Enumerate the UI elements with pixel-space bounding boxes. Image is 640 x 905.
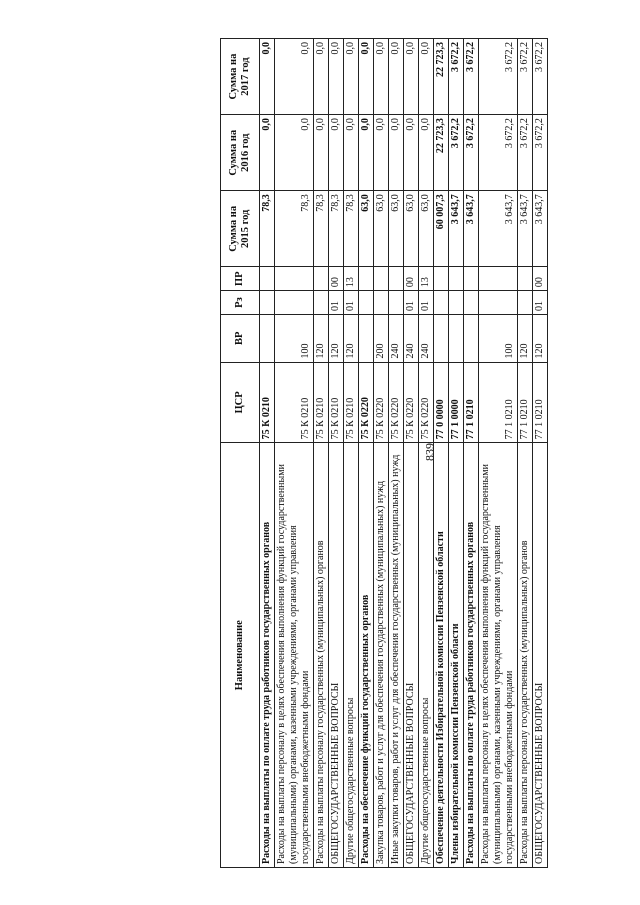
cell-rz <box>359 291 374 315</box>
cell-vr: 100 <box>275 314 314 362</box>
cell-pr <box>389 267 404 291</box>
cell-csr: 75 К 0220 <box>389 362 404 443</box>
cell-rz <box>518 291 533 315</box>
cell-sum-2016: 0,0 <box>404 115 419 191</box>
table-row <box>314 39 329 868</box>
cell-name: ОБЩЕГОСУДАРСТВЕННЫЕ ВОПРОСЫ <box>404 443 419 868</box>
cell-sum-2016: 0,0 <box>359 115 374 191</box>
cell-sum-2017: 22 723,3 <box>434 39 449 115</box>
cell-sum-2016: 3 672,2 <box>518 115 533 191</box>
cell-name: Расходы на выплаты персоналу в целях обеспечения выполнения функций государственными (муниципальными) органами, казенными учреждениями, органами управления государственными внебюджетными фондами <box>275 443 314 868</box>
table-row <box>344 39 359 868</box>
header-sum-2016: Сумма на 2016 год <box>221 115 260 191</box>
cell-csr: 75 К 0210 <box>344 362 359 443</box>
table-row <box>404 39 419 868</box>
cell-sum-2017: 3 672,2 <box>533 39 548 115</box>
cell-sum-2015: 78,3 <box>314 191 329 267</box>
table-row <box>389 39 404 868</box>
cell-vr: 120 <box>533 314 548 362</box>
cell-rz: 01 <box>533 291 548 315</box>
cell-name: Обеспечение деятельности Избирательной комиссии Пензенской области <box>434 443 449 868</box>
cell-sum-2016: 0,0 <box>260 115 275 191</box>
rotated-table-container <box>220 38 548 868</box>
cell-pr: 13 <box>344 267 359 291</box>
cell-name: Другие общегосударственные вопросы <box>344 443 359 868</box>
table-row <box>479 39 518 868</box>
cell-sum-2015: 78,3 <box>344 191 359 267</box>
cell-rz: 01 <box>404 291 419 315</box>
cell-sum-2017: 3 672,2 <box>479 39 518 115</box>
cell-pr: 00 <box>329 267 344 291</box>
cell-pr <box>314 267 329 291</box>
cell-vr: 240 <box>389 314 404 362</box>
cell-sum-2015: 78,3 <box>275 191 314 267</box>
cell-sum-2015: 3 643,7 <box>533 191 548 267</box>
cell-sum-2015: 3 643,7 <box>449 191 464 267</box>
table-body <box>260 39 548 868</box>
cell-sum-2015: 63,0 <box>404 191 419 267</box>
cell-vr: 120 <box>329 314 344 362</box>
cell-vr: 120 <box>344 314 359 362</box>
cell-csr: 75 К 0220 <box>404 362 419 443</box>
table-row <box>275 39 314 868</box>
cell-vr: 120 <box>314 314 329 362</box>
cell-sum-2016: 3 672,2 <box>449 115 464 191</box>
cell-rz <box>260 291 275 315</box>
page-number: 839 <box>422 443 437 461</box>
cell-csr: 75 К 0210 <box>329 362 344 443</box>
cell-sum-2015: 3 643,7 <box>464 191 479 267</box>
cell-csr: 77 0 0000 <box>434 362 449 443</box>
cell-sum-2016: 0,0 <box>329 115 344 191</box>
cell-sum-2016: 3 672,2 <box>479 115 518 191</box>
table-row <box>533 39 548 868</box>
cell-name: Расходы на выплаты персоналу государственных (муниципальных) органов <box>518 443 533 868</box>
cell-sum-2017: 0,0 <box>404 39 419 115</box>
header-sum-2015: Сумма на 2015 год <box>221 191 260 267</box>
cell-vr <box>449 314 464 362</box>
cell-sum-2015: 3 643,7 <box>479 191 518 267</box>
cell-csr: 75 К 0220 <box>419 362 434 443</box>
cell-rz: 01 <box>344 291 359 315</box>
cell-vr <box>359 314 374 362</box>
cell-sum-2015: 63,0 <box>419 191 434 267</box>
cell-name: Расходы на выплаты персоналу государственных (муниципальных) органов <box>314 443 329 868</box>
header-name: Наименование <box>221 443 260 868</box>
cell-csr: 75 К 0220 <box>374 362 389 443</box>
cell-vr: 120 <box>518 314 533 362</box>
cell-sum-2017: 0,0 <box>329 39 344 115</box>
cell-vr: 200 <box>374 314 389 362</box>
cell-sum-2017: 0,0 <box>374 39 389 115</box>
cell-pr <box>359 267 374 291</box>
cell-name: Члены избирательной комиссии Пензенской области <box>449 443 464 868</box>
table-row <box>434 39 449 868</box>
header-pr: ПР <box>221 267 260 291</box>
cell-sum-2015: 78,3 <box>260 191 275 267</box>
cell-sum-2015: 63,0 <box>374 191 389 267</box>
cell-sum-2015: 63,0 <box>359 191 374 267</box>
cell-sum-2017: 0,0 <box>314 39 329 115</box>
cell-sum-2017: 0,0 <box>344 39 359 115</box>
cell-sum-2017: 3 672,2 <box>449 39 464 115</box>
cell-csr: 77 1 0210 <box>533 362 548 443</box>
cell-sum-2015: 3 643,7 <box>518 191 533 267</box>
cell-sum-2017: 0,0 <box>275 39 314 115</box>
cell-csr: 75 К 0210 <box>260 362 275 443</box>
cell-csr: 77 1 0210 <box>464 362 479 443</box>
cell-rz <box>464 291 479 315</box>
cell-name: Другие общегосударственные вопросы <box>419 443 434 868</box>
cell-name: Расходы на выплаты по оплате труда работников государственных органов <box>464 443 479 868</box>
cell-sum-2017: 3 672,2 <box>518 39 533 115</box>
cell-vr: 100 <box>479 314 518 362</box>
cell-sum-2016: 3 672,2 <box>533 115 548 191</box>
cell-csr: 77 1 0210 <box>479 362 518 443</box>
table-row <box>359 39 374 868</box>
header-csr: ЦСР <box>221 362 260 443</box>
table-header-row <box>221 39 260 868</box>
cell-vr <box>260 314 275 362</box>
table-row <box>374 39 389 868</box>
cell-pr <box>275 267 314 291</box>
budget-table <box>220 38 548 868</box>
cell-vr <box>434 314 449 362</box>
header-sum-2017: Сумма на 2017 год <box>221 39 260 115</box>
cell-pr: 00 <box>404 267 419 291</box>
cell-sum-2017: 3 672,2 <box>464 39 479 115</box>
cell-name: Расходы на выплаты персоналу в целях обеспечения выполнения функций государственными (муниципальными) органами, казенными учреждениями, органами управления государственными внебюджетными фондами <box>479 443 518 868</box>
cell-rz: 01 <box>329 291 344 315</box>
cell-pr: 00 <box>533 267 548 291</box>
cell-sum-2015: 60 007,3 <box>434 191 449 267</box>
header-rz: Рз <box>221 291 260 315</box>
cell-rz <box>275 291 314 315</box>
cell-name: ОБЩЕГОСУДАРСТВЕННЫЕ ВОПРОСЫ <box>533 443 548 868</box>
cell-pr <box>479 267 518 291</box>
cell-sum-2017: 0,0 <box>260 39 275 115</box>
cell-sum-2016: 0,0 <box>275 115 314 191</box>
table-row <box>419 39 434 868</box>
table-row <box>329 39 344 868</box>
table-row <box>518 39 533 868</box>
cell-sum-2016: 22 723,3 <box>434 115 449 191</box>
cell-vr: 240 <box>404 314 419 362</box>
cell-sum-2017: 0,0 <box>359 39 374 115</box>
cell-rz <box>389 291 404 315</box>
cell-sum-2016: 0,0 <box>419 115 434 191</box>
cell-sum-2017: 0,0 <box>419 39 434 115</box>
table-row <box>464 39 479 868</box>
cell-sum-2016: 0,0 <box>344 115 359 191</box>
cell-name: Закупка товаров, работ и услуг для обеспечения государственных (муниципальных) нужд <box>374 443 389 868</box>
cell-pr <box>434 267 449 291</box>
cell-pr <box>464 267 479 291</box>
cell-name: Расходы на обеспечение функций государственных органов <box>359 443 374 868</box>
cell-sum-2016: 0,0 <box>374 115 389 191</box>
cell-csr: 75 К 0210 <box>314 362 329 443</box>
cell-sum-2017: 0,0 <box>389 39 404 115</box>
cell-rz <box>449 291 464 315</box>
cell-csr: 77 1 0000 <box>449 362 464 443</box>
header-vr: ВР <box>221 314 260 362</box>
cell-rz: 01 <box>419 291 434 315</box>
cell-sum-2016: 0,0 <box>389 115 404 191</box>
cell-rz <box>479 291 518 315</box>
cell-sum-2015: 78,3 <box>329 191 344 267</box>
cell-rz <box>434 291 449 315</box>
cell-csr: 77 1 0210 <box>518 362 533 443</box>
cell-name: Расходы на выплаты по оплате труда работников государственных органов <box>260 443 275 868</box>
table-row <box>449 39 464 868</box>
cell-sum-2015: 63,0 <box>389 191 404 267</box>
cell-name: ОБЩЕГОСУДАРСТВЕННЫЕ ВОПРОСЫ <box>329 443 344 868</box>
cell-sum-2016: 0,0 <box>314 115 329 191</box>
cell-rz <box>314 291 329 315</box>
cell-pr <box>260 267 275 291</box>
cell-rz <box>374 291 389 315</box>
cell-pr: 13 <box>419 267 434 291</box>
cell-sum-2016: 3 672,2 <box>464 115 479 191</box>
cell-csr: 75 К 0210 <box>275 362 314 443</box>
cell-pr <box>518 267 533 291</box>
table-row <box>260 39 275 868</box>
cell-vr: 240 <box>419 314 434 362</box>
cell-vr <box>464 314 479 362</box>
cell-csr: 75 К 0220 <box>359 362 374 443</box>
cell-pr <box>449 267 464 291</box>
cell-name: Иные закупки товаров, работ и услуг для обеспечения государственных (муниципальных) нужд <box>389 443 404 868</box>
cell-pr <box>374 267 389 291</box>
